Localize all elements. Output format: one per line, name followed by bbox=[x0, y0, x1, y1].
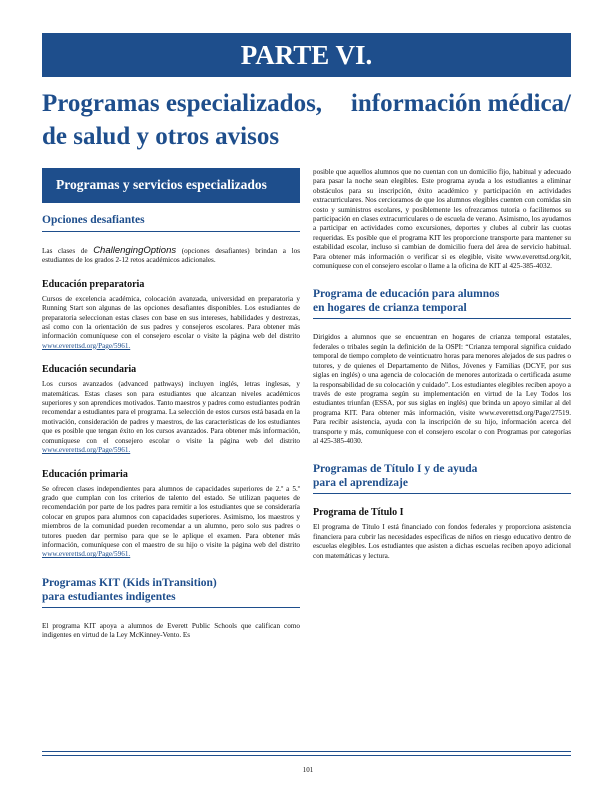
primaria-heading: Educación primaria bbox=[42, 468, 128, 480]
page-title-line1 bbox=[42, 87, 571, 120]
part-title-banner bbox=[42, 33, 571, 77]
kit-body: El programa KIT apoya a alumnos de Everett Public Schools que califican como indigentes en virtud de la Ley McKinney-Vento. Es bbox=[42, 621, 300, 640]
secundaria-link[interactable]: www.everettsd.org/Page/5961. bbox=[42, 446, 131, 455]
preparatoria-link[interactable]: www.everettsd.org/Page/5961. bbox=[42, 341, 131, 350]
secundaria-body: Los cursos avanzados (advanced pathways) incluyen inglés, letras inglesas, y matemáticas. Estas clases son para estudiantes que alcanzan niveles académicos superiores y son aprendices motivados. Tanto maestros y padres como estudiantes podrán recomendar a estudiantes para el programa. La selección de estos cursos está basada en la motivación, consideración de padres y maestros, de las características de los estudiantes que es posible que tengan éxito en los cursos avanzados. Para obtener más información, comuníquese con el consejero escolar o visite la página web del distrito www.everettsd.org/Page/5961. bbox=[42, 380, 300, 455]
footer-rule-bottom bbox=[42, 755, 571, 756]
page-title-part-b: información médica/ bbox=[350, 90, 571, 117]
titulo-heading: Programas de Título I y de ayuda para el aprendizaje bbox=[313, 462, 571, 494]
kit-heading: Programas KIT (Kids inTransition) para estudiantes indigentes bbox=[42, 576, 300, 608]
footer-rule-top bbox=[42, 751, 571, 752]
opciones-heading: Opciones desafiantes bbox=[42, 213, 300, 232]
opciones-body: Las clases de ChallengingOptions (opciones desafiantes) brindan a los estudiantes de los grados 2-12 retos académicos adicionales. bbox=[42, 245, 301, 265]
titulo-sub-heading: Programa de Título I bbox=[313, 507, 404, 519]
secundaria-heading: Educación secundaria bbox=[42, 364, 137, 376]
challenging-options-brand: ChallengingOptions bbox=[93, 245, 177, 256]
preparatoria-heading: Educación preparatoria bbox=[42, 278, 145, 290]
part-title: PARTE VI. bbox=[240, 40, 373, 70]
page-number: 101 bbox=[302, 766, 314, 774]
primaria-body: Se ofrecen clases independientes para alumnos de capacidades superiores de 2.º a 5.º grado que cumplan con los criterios de talento del estado. Se utilizan paquetes de recomendación por parte de los padres para remitir a los estudiantes que se consideraría colocar en grupos para alumnos con capacidades superiores. Asimismo, los maestros y miembros de la comunidad pueden recomendar a un alumno, pero solo sus padres o tutores pueden dar permiso para que se le aplique el examen. Para obtener más información, comuníquese con el maestro de su hijo o visite la página web del distrito www.everettsd.org/Page/5961. bbox=[42, 484, 300, 559]
page-title-part-a: Programas especializados, bbox=[42, 90, 323, 117]
titulo-body: El programa de Título I está financiado con fondos federales y proporciona asistencia financiera para cubrir las necesidades específicas de niños en riesgo educativo dentro de escuelas elegibles. Los estudiantes que asisten a dichas escuelas reciben apoyo adicional con matemáticas y lectura. bbox=[313, 523, 571, 560]
page-title-line2: de salud y otros avisos bbox=[42, 123, 280, 150]
section-title-box: Programas y servicios especializados bbox=[42, 168, 300, 203]
crianza-heading: Programa de educación para alumnos en hogares de crianza temporal bbox=[313, 287, 571, 319]
page-title bbox=[42, 87, 571, 153]
crianza-body: Dirigidos a alumnos que se encuentran en hogares de crianza temporal estatales, federales o tribales según la definición de la OSPI: “Crianza temporal significa cuidado temporal de tiempo completo de veinticuatro horas para menores alejados de sus padres o tutores, y de quienes el Departamento de Niños, Jóvenes y Familias (DCYF, por sus siglas en inglés) o una agencia de colocación de menores autorizada o certificada asume la responsabilidad de su colocación y cuidado”. Los estudiantes elegibles reciben apoyo a través de este programa según su implementación en virtud de la Ley Todos los estudiantes triunfan (ESSA, por sus siglas en inglés) que brinda un apoyo similar al del programa KIT. Para obtener más información, visite www.everettsd.org/Page/27519. Para recibir asistencia, ayuda con la inscripción de su hijo, información acerca del transporte y más, comuníquese con el consejero escolar o con Programas por categorías al 425-385-4030. bbox=[313, 333, 571, 445]
kit-continued-body: posible que aquellos alumnos que no cuentan con un domicilio fijo, habitual y adecuado para pasar la noche sean elegibles. Este programa ayuda a los estudiantes a eliminar obstáculos para su inscripción, éxito académico y participación en actividades extracurriculares. Nos cercioramos de que los alumnos elegibles cuenten con comidas sin costo y suministros escolares, y posiblemente les ofrezcamos tutoría o facilitemos su participación en clases extracurriculares o de escuela de verano. Asimismo, los ayudamos a participar en actividades como excursiones, deportes y clubes al cubrir las cuotas requeridas. Es posible que el programa KIT les proporcione transporte para mantener su estabilidad escolar, incluso si cambian de domicilio fuera del área de servicio habitual. Para obtener más información o verificar si es elegible, visite www.everettsd.org/kit, comuníquese con el consejero escolar o llame a la oficina de KIT al 425-385-4032. bbox=[313, 168, 571, 271]
left-column bbox=[42, 168, 300, 641]
preparatoria-body: Cursos de excelencia académica, colocación avanzada, universidad en preparatoria y Running Start son algunas de las opciones desafiantes disponibles. Los estudiantes de preparatoria seleccionan estas clases con base en sus intereses, habilidades y destrezas, así como con la orientación de sus padres y consejeros escolares. Para obtener más información comuníquese con el consejero escolar o visite la página web del distrito www.everettsd.org/Page/5961. bbox=[42, 294, 300, 350]
primaria-link[interactable]: www.everettsd.org/Page/5961. bbox=[42, 550, 131, 559]
right-column bbox=[313, 168, 571, 561]
